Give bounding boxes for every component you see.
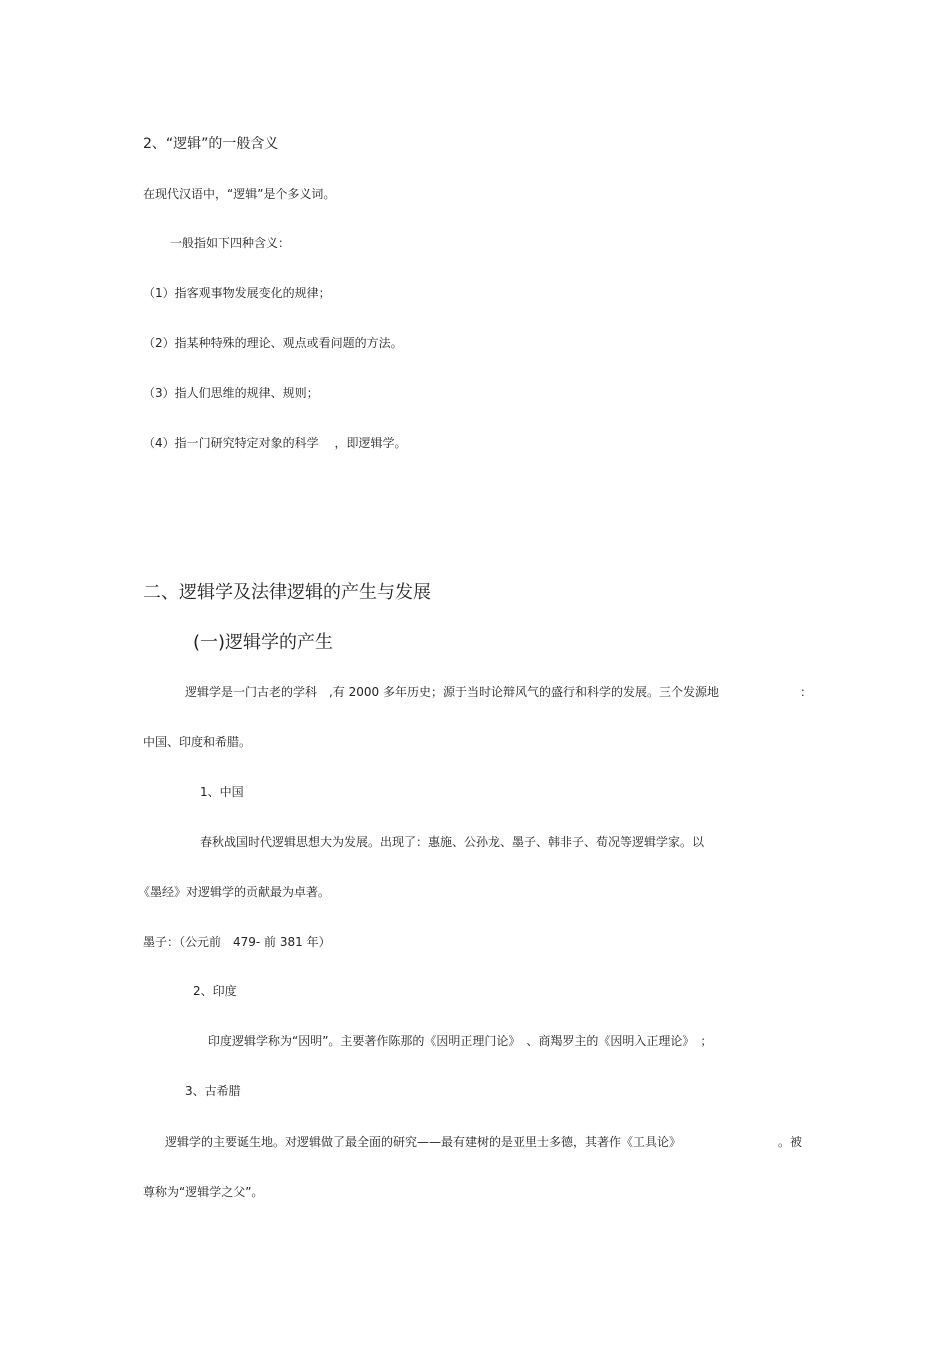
section-heading: 2、“逻辑”的一般含义 [143,136,279,152]
greece-heading: 3、古希腊 [185,1084,241,1098]
china-line-3: 墨子：（公元前 479- 前 381 年） [143,935,331,949]
greece-line-1: 逻辑学的主要诞生地。对逻辑做了最全面的研究——最有建树的是亚里士多德，其著作《工具论》 [165,1135,682,1149]
chapter-subheading: (一)逻辑学的产生 [193,632,334,653]
chapter-intro-line-1: 逻辑学是一门古老的学科 ,有 2000 多年历史；源于当时论辩风气的盛行和科学的发展。三个发源地 [185,685,719,699]
chapter-intro-colon: ： [800,685,813,699]
china-line-1: 春秋战国时代逻辑思想大为发展。出现了：惠施、公孙龙、墨子、韩非子、荀况等逻辑学家。以 [200,835,705,849]
chapter-intro-line-2: 中国、印度和希腊。 [143,735,252,749]
section-intro: 在现代汉语中，“逻辑”是个多义词。 [143,187,336,201]
meaning-item-1: （1）指客观事物发展变化的规律； [143,286,331,300]
india-line-1: 印度逻辑学称为“因明”。主要著作陈那的《因明正理门论》 、商羯罗主的《因明入正理论》 ； [208,1034,713,1048]
india-heading: 2、印度 [193,984,237,998]
greece-line-1-tail: 。被 [778,1135,803,1149]
section-lead: 一般指如下四种含义： [170,236,291,250]
china-line-2: 《墨经》对逻辑学的贡献最为卓著。 [138,885,331,899]
greece-line-2: 尊称为“逻辑学之父”。 [143,1185,264,1199]
china-heading: 1、中国 [200,785,244,799]
chapter-heading: 二、逻辑学及法律逻辑的产生与发展 [143,582,431,603]
meaning-item-3: （3）指人们思维的规律、规则； [143,386,319,400]
meaning-item-2: （2）指某种特殊的理论、观点或看问题的方法。 [143,336,403,350]
meaning-item-4: （4）指一门研究特定对象的科学 ，即逻辑学。 [143,436,407,450]
